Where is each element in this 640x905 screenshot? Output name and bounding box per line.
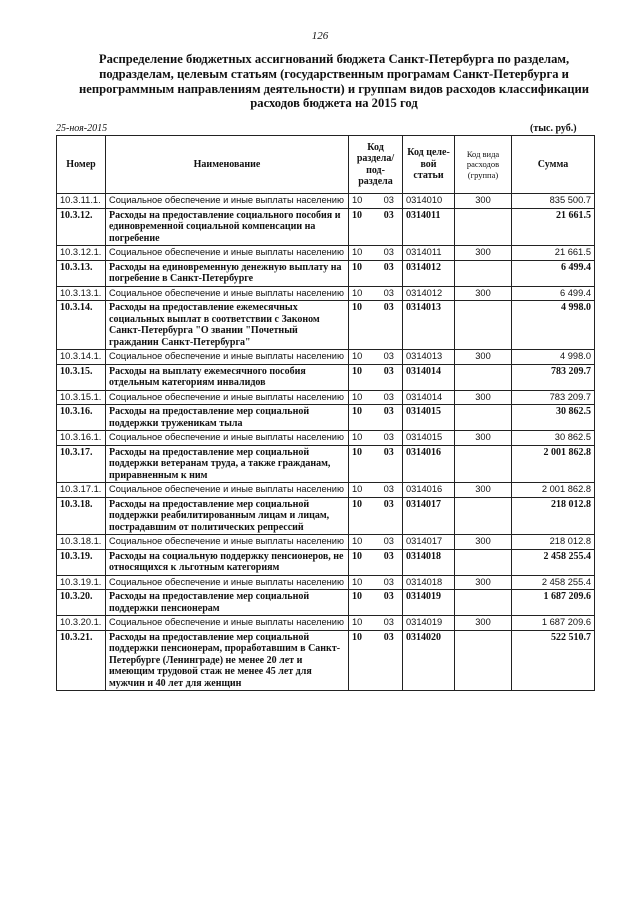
table-row xyxy=(57,630,595,691)
section-code: 10 xyxy=(352,209,362,221)
section-code: 10 xyxy=(352,446,362,458)
header-name: Наименование xyxy=(106,136,349,194)
row-sum: 522 510.7 xyxy=(512,630,595,691)
row-kind-code xyxy=(455,405,512,431)
table-row xyxy=(57,431,595,446)
section-code: 10 xyxy=(352,631,362,643)
header-kind: Код вида расходов (группа) xyxy=(455,136,512,194)
row-target-code: 0314016 xyxy=(403,483,455,498)
page-number: 126 xyxy=(311,30,329,42)
row-number: 10.3.15. xyxy=(57,364,106,390)
row-number: 10.3.19. xyxy=(57,549,106,575)
table-row xyxy=(57,549,595,575)
row-target-code: 0314012 xyxy=(403,260,455,286)
row-kind-code: 300 xyxy=(455,390,512,405)
section-code: 10 xyxy=(352,351,363,361)
row-kind-code: 300 xyxy=(455,535,512,550)
row-number: 10.3.21. xyxy=(57,630,106,691)
row-target-code: 0314019 xyxy=(403,590,455,616)
row-sum: 218 012.8 xyxy=(512,497,595,535)
table-row xyxy=(57,535,595,550)
subsection-code: 03 xyxy=(383,261,394,273)
row-section-code xyxy=(349,364,403,390)
row-sum: 1 687 209.6 xyxy=(512,590,595,616)
row-sum: 6 499.4 xyxy=(512,286,595,301)
row-kind-code: 300 xyxy=(455,194,512,209)
row-name: Расходы на предоставление мер социальной поддержки пенсионерам, проработавшим в Санкт-Петербурге (Ленинграде) не менее 20 лет и имеющим трудовой стаж не менее 45 лет для мужчин и 40 лет для женщин xyxy=(106,630,349,691)
section-code: 10 xyxy=(352,536,363,546)
row-target-code: 0314016 xyxy=(403,445,455,483)
header-number: Номер xyxy=(57,136,106,194)
table-row xyxy=(57,445,595,483)
row-sum: 2 458 255.4 xyxy=(512,575,595,590)
row-kind-code: 300 xyxy=(455,616,512,631)
row-target-code: 0314013 xyxy=(403,350,455,365)
row-name: Расходы на предоставление мер социальной поддержки ветеранам труда, а также гражданам, приравненным к ним xyxy=(106,445,349,483)
row-kind-code: 300 xyxy=(455,431,512,446)
subsection-code: 03 xyxy=(383,287,394,298)
row-name: Расходы на предоставление мер социальной поддержки пенсионерам xyxy=(106,590,349,616)
row-sum: 783 209.7 xyxy=(512,390,595,405)
table-row xyxy=(57,497,595,535)
subsection-code: 03 xyxy=(383,617,394,627)
row-section-code xyxy=(349,445,403,483)
section-code: 10 xyxy=(352,591,362,602)
table-row xyxy=(57,208,595,246)
subsection-code: 03 xyxy=(383,365,394,377)
row-section-code xyxy=(349,497,403,535)
subsection-code: 03 xyxy=(383,391,394,402)
row-sum: 30 862.5 xyxy=(512,405,595,431)
row-kind-code xyxy=(455,260,512,286)
row-section-code xyxy=(349,431,403,446)
row-number: 10.3.13.1. xyxy=(57,286,106,301)
table-row xyxy=(57,616,595,631)
row-kind-code xyxy=(455,208,512,246)
row-section-code xyxy=(349,301,403,350)
section-code: 10 xyxy=(352,365,362,377)
row-sum: 1 687 209.6 xyxy=(512,616,595,631)
units-label: (тыс. руб.) xyxy=(530,123,577,134)
row-section-code xyxy=(349,194,403,209)
subsection-code: 03 xyxy=(383,536,394,546)
budget-table xyxy=(56,135,595,691)
section-code: 10 xyxy=(352,302,362,313)
row-kind-code: 300 xyxy=(455,483,512,498)
row-number: 10.3.16. xyxy=(57,405,106,431)
row-section-code xyxy=(349,483,403,498)
row-section-code xyxy=(349,246,403,261)
table-row xyxy=(57,390,595,405)
row-target-code: 0314013 xyxy=(403,301,455,350)
row-target-code: 0314020 xyxy=(403,630,455,691)
row-number: 10.3.20. xyxy=(57,590,106,616)
row-kind-code xyxy=(455,445,512,483)
row-number: 10.3.19.1. xyxy=(57,575,106,590)
row-sum: 21 661.5 xyxy=(512,246,595,261)
row-section-code xyxy=(349,350,403,365)
row-section-code xyxy=(349,630,403,691)
row-name: Социальное обеспечение и иные выплаты населению xyxy=(106,431,349,446)
row-sum: 218 012.8 xyxy=(512,535,595,550)
row-number: 10.3.11.1. xyxy=(57,194,106,209)
row-name: Расходы на предоставление мер социальной поддержки реабилитированным лицам и лицам, пострадавшим от политических репрессий xyxy=(106,497,349,535)
row-name: Социальное обеспечение и иные выплаты населению xyxy=(106,535,349,550)
row-number: 10.3.13. xyxy=(57,260,106,286)
row-name: Социальное обеспечение и иные выплаты населению xyxy=(106,616,349,631)
row-target-code: 0314018 xyxy=(403,549,455,575)
row-section-code xyxy=(349,535,403,550)
row-name: Расходы на выплату ежемесячного пособия отдельным категориям инвалидов xyxy=(106,364,349,390)
row-sum: 21 661.5 xyxy=(512,208,595,246)
row-target-code: 0314012 xyxy=(403,286,455,301)
table-row xyxy=(57,575,595,590)
table-row xyxy=(57,286,595,301)
row-sum: 4 998.0 xyxy=(512,350,595,365)
table-row xyxy=(57,301,595,350)
subsection-code: 03 xyxy=(383,591,394,602)
section-code: 10 xyxy=(352,617,363,627)
row-name: Социальное обеспечение и иные выплаты населению xyxy=(106,390,349,405)
row-number: 10.3.20.1. xyxy=(57,616,106,631)
subsection-code: 03 xyxy=(383,498,394,510)
row-target-code: 0314011 xyxy=(403,208,455,246)
row-name: Расходы на предоставление мер социальной поддержки труженикам тыла xyxy=(106,405,349,431)
row-kind-code xyxy=(455,549,512,575)
section-code: 10 xyxy=(352,247,363,257)
row-kind-code xyxy=(455,497,512,535)
table-row xyxy=(57,194,595,209)
row-kind-code xyxy=(455,301,512,350)
section-code: 10 xyxy=(352,406,362,417)
table-body xyxy=(57,194,595,691)
row-section-code xyxy=(349,208,403,246)
header-sum: Сумма xyxy=(512,136,595,194)
row-target-code: 0314011 xyxy=(403,246,455,261)
subsection-code: 03 xyxy=(383,247,394,257)
row-target-code: 0314010 xyxy=(403,194,455,209)
section-code: 10 xyxy=(352,287,363,298)
row-sum: 2 001 862.8 xyxy=(512,445,595,483)
row-kind-code: 300 xyxy=(455,286,512,301)
row-number: 10.3.12. xyxy=(57,208,106,246)
row-name: Социальное обеспечение и иные выплаты населению xyxy=(106,350,349,365)
row-name: Расходы на социальную поддержку пенсионеров, не относящихся к льготным категориям xyxy=(106,549,349,575)
row-sum: 2 458 255.4 xyxy=(512,549,595,575)
row-section-code xyxy=(349,286,403,301)
row-section-code xyxy=(349,405,403,431)
subsection-code: 03 xyxy=(383,302,394,313)
row-section-code xyxy=(349,260,403,286)
table-row xyxy=(57,590,595,616)
section-code: 10 xyxy=(352,484,363,494)
document-date: 25-ноя-2015 xyxy=(56,123,108,134)
row-name: Социальное обеспечение и иные выплаты населению xyxy=(106,483,349,498)
row-sum: 783 209.7 xyxy=(512,364,595,390)
table-header-row xyxy=(57,136,595,194)
row-target-code: 0314017 xyxy=(403,535,455,550)
subsection-code: 03 xyxy=(383,209,394,221)
row-kind-code xyxy=(455,364,512,390)
section-code: 10 xyxy=(352,391,363,402)
row-number: 10.3.16.1. xyxy=(57,431,106,446)
row-sum: 2 001 862.8 xyxy=(512,483,595,498)
subsection-code: 03 xyxy=(383,195,394,205)
row-name: Расходы на предоставление социального пособия и единовременной социальной компенсации на погребение xyxy=(106,208,349,246)
row-name: Социальное обеспечение и иные выплаты населению xyxy=(106,246,349,261)
row-name: Социальное обеспечение и иные выплаты населению xyxy=(106,194,349,209)
row-number: 10.3.14. xyxy=(57,301,106,350)
row-target-code: 0314015 xyxy=(403,431,455,446)
table-row xyxy=(57,483,595,498)
subsection-code: 03 xyxy=(383,484,394,494)
row-sum: 30 862.5 xyxy=(512,431,595,446)
row-sum: 835 500.7 xyxy=(512,194,595,209)
table-row xyxy=(57,364,595,390)
row-target-code: 0314014 xyxy=(403,364,455,390)
row-section-code xyxy=(349,549,403,575)
row-sum: 4 998.0 xyxy=(512,301,595,350)
row-kind-code: 300 xyxy=(455,246,512,261)
row-target-code: 0314017 xyxy=(403,497,455,535)
row-number: 10.3.18. xyxy=(57,497,106,535)
row-name: Расходы на предоставление ежемесячных социальных выплат в соответствии с Законом Санкт-Петербурга "О звании "Почетный гражданин Санкт-Петербурга" xyxy=(106,301,349,350)
row-number: 10.3.17. xyxy=(57,445,106,483)
row-section-code xyxy=(349,590,403,616)
row-kind-code xyxy=(455,630,512,691)
subsection-code: 03 xyxy=(383,631,394,643)
row-kind-code: 300 xyxy=(455,575,512,590)
row-name: Расходы на единовременную денежную выплату на погребение в Санкт-Петербурге xyxy=(106,260,349,286)
row-target-code: 0314018 xyxy=(403,575,455,590)
subsection-code: 03 xyxy=(383,576,394,587)
subsection-code: 03 xyxy=(383,446,394,458)
row-number: 10.3.12.1. xyxy=(57,246,106,261)
section-code: 10 xyxy=(352,432,363,442)
row-target-code: 0314014 xyxy=(403,390,455,405)
subsection-code: 03 xyxy=(383,351,394,361)
subsection-code: 03 xyxy=(383,406,394,417)
row-number: 10.3.17.1. xyxy=(57,483,106,498)
row-number: 10.3.14.1. xyxy=(57,350,106,365)
document-title: Распределение бюджетных ассигнований бюджета Санкт-Петербурга по разделам, подразделам, целевым статьям (государственным програмам Санкт-Петербурга и непрограммным направлениям деятельности) и группам видов расходов классификации расходов бюджета на 2015 год xyxy=(79,52,589,111)
section-code: 10 xyxy=(352,498,362,510)
row-kind-code: 300 xyxy=(455,350,512,365)
subsection-code: 03 xyxy=(383,550,394,562)
row-name: Социальное обеспечение и иные выплаты населению xyxy=(106,575,349,590)
row-number: 10.3.18.1. xyxy=(57,535,106,550)
subsection-code: 03 xyxy=(383,432,394,442)
section-code: 10 xyxy=(352,576,363,587)
row-kind-code xyxy=(455,590,512,616)
row-target-code: 0314019 xyxy=(403,616,455,631)
table-row xyxy=(57,246,595,261)
header-section: Код раздела/ под- раздела xyxy=(349,136,403,194)
table-row xyxy=(57,350,595,365)
table-row xyxy=(57,405,595,431)
section-code: 10 xyxy=(352,261,362,273)
row-section-code xyxy=(349,616,403,631)
header-target: Код целе- вой статьи xyxy=(403,136,455,194)
section-code: 10 xyxy=(352,195,363,205)
row-section-code xyxy=(349,575,403,590)
table-row xyxy=(57,260,595,286)
section-code: 10 xyxy=(352,550,362,562)
row-name: Социальное обеспечение и иные выплаты населению xyxy=(106,286,349,301)
row-section-code xyxy=(349,390,403,405)
row-sum: 6 499.4 xyxy=(512,260,595,286)
row-number: 10.3.15.1. xyxy=(57,390,106,405)
row-target-code: 0314015 xyxy=(403,405,455,431)
